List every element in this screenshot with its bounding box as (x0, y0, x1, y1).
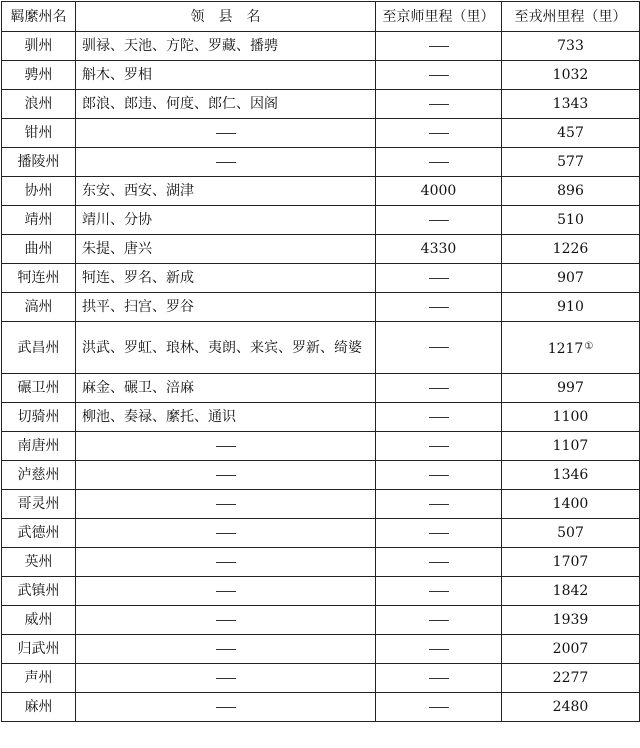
prefecture-name-cell (2, 432, 76, 461)
counties-cell (76, 32, 376, 61)
counties-cell (76, 664, 376, 693)
prefecture-name-cell (2, 177, 76, 206)
distance-to-capital-cell-text: 4330 (420, 241, 457, 257)
prefecture-name-cell (2, 519, 76, 548)
counties-cell-text: 麻金、碾卫、涪麻 (82, 380, 194, 396)
distance-to-rongzhou-cell (502, 119, 640, 148)
counties-cell (76, 606, 376, 635)
distance-to-capital-cell (376, 693, 502, 722)
prefecture-name-cell-text: 武德州 (17, 525, 60, 541)
distance-to-rongzhou-cell-text: 2007 (552, 641, 589, 657)
prefecture-name-cell (2, 577, 76, 606)
table-row (2, 693, 640, 722)
counties-cell-text: 拱平、扫宫、罗谷 (82, 299, 194, 315)
prefecture-name-cell (2, 693, 76, 722)
prefecture-name-cell (2, 90, 76, 119)
empty-dash (216, 446, 236, 447)
prefecture-name-cell-text: 声州 (24, 670, 53, 686)
prefecture-name-cell-text: 泸慈州 (17, 467, 60, 483)
counties-cell (76, 635, 376, 664)
counties-cell (76, 374, 376, 403)
counties-cell (76, 264, 376, 293)
prefecture-name-cell-text: 靖州 (24, 212, 53, 228)
empty-dash (216, 562, 236, 563)
distance-to-capital-cell (376, 90, 502, 119)
prefecture-name-cell (2, 148, 76, 177)
prefecture-name-cell (2, 461, 76, 490)
prefecture-name-cell-text: 麻州 (24, 699, 53, 715)
empty-dash (429, 162, 449, 163)
prefecture-name-cell (2, 293, 76, 322)
header-prefecture-name: 羁縻州名 (2, 2, 76, 32)
distance-to-rongzhou-cell (502, 693, 640, 722)
distance-to-capital-cell (376, 177, 502, 206)
prefecture-name-cell (2, 635, 76, 664)
table-row (2, 177, 640, 206)
empty-dash (216, 591, 236, 592)
distance-to-rongzhou-cell-text: 1107 (552, 438, 589, 454)
empty-dash (216, 162, 236, 163)
distance-to-rongzhou-cell (502, 177, 640, 206)
counties-cell (76, 403, 376, 432)
table-row (2, 577, 640, 606)
distance-to-capital-cell (376, 148, 502, 177)
prefecture-name-cell-text: 牱连州 (17, 270, 60, 286)
empty-dash (216, 504, 236, 505)
table-row (2, 519, 640, 548)
distance-to-capital-cell (376, 577, 502, 606)
prefecture-name-cell-text: 骋州 (24, 67, 53, 83)
distance-to-rongzhou-cell-text: 2277 (552, 670, 589, 686)
prefecture-name-cell-text: 哥灵州 (17, 496, 60, 512)
prefecture-name-cell-text: 英州 (24, 554, 53, 570)
prefecture-name-cell (2, 264, 76, 293)
empty-dash (216, 649, 236, 650)
empty-dash (429, 133, 449, 134)
counties-cell (76, 432, 376, 461)
distance-to-capital-cell (376, 403, 502, 432)
prefecture-name-cell (2, 235, 76, 264)
prefecture-name-cell-text: 驯州 (24, 38, 53, 54)
table-row (2, 206, 640, 235)
prefecture-name-cell (2, 119, 76, 148)
header-row (2, 2, 640, 32)
distance-to-capital-cell (376, 461, 502, 490)
distance-to-capital-cell (376, 548, 502, 577)
counties-cell (76, 206, 376, 235)
prefecture-name-cell (2, 206, 76, 235)
prefecture-name-cell (2, 664, 76, 693)
distance-to-rongzhou-cell-text: 1226 (552, 241, 589, 257)
prefecture-name-cell-text: 归武州 (17, 641, 60, 657)
distance-to-rongzhou-cell-text: 1939 (552, 612, 589, 628)
empty-dash (429, 533, 449, 534)
prefecture-name-cell-text: 钳州 (24, 125, 53, 141)
header-distance-to-rongzhou: 至戎州里程（里） (502, 2, 640, 32)
counties-cell (76, 693, 376, 722)
counties-cell-text: 洪武、罗虹、琅林、夷朗、来宾、罗新、绮婆 (82, 339, 362, 356)
distance-to-capital-cell (376, 635, 502, 664)
table-row (2, 490, 640, 519)
counties-cell (76, 61, 376, 90)
empty-dash (216, 475, 236, 476)
distance-to-capital-cell (376, 293, 502, 322)
distance-to-rongzhou-cell-text: 2480 (552, 699, 589, 715)
empty-dash (429, 220, 449, 221)
empty-dash (429, 75, 449, 76)
table-row (2, 548, 640, 577)
table-row (2, 403, 640, 432)
empty-dash (429, 620, 449, 621)
distance-to-rongzhou-cell-text: 1346 (552, 467, 589, 483)
table-row (2, 235, 640, 264)
distance-to-rongzhou-cell-text: 733 (557, 38, 584, 54)
empty-dash (216, 620, 236, 621)
counties-cell-text: 牱连、罗名、新成 (82, 270, 194, 286)
distance-to-rongzhou-cell (502, 606, 640, 635)
distance-to-rongzhou-cell-text: 1343 (552, 96, 589, 112)
prefecture-name-cell (2, 322, 76, 374)
distance-to-capital-cell (376, 119, 502, 148)
empty-dash (429, 46, 449, 47)
distance-to-rongzhou-cell-text: 457 (557, 125, 584, 141)
distance-to-rongzhou-cell-text: 997 (557, 380, 584, 396)
distance-to-capital-cell (376, 322, 502, 374)
table-body (2, 32, 640, 722)
prefecture-name-cell (2, 374, 76, 403)
counties-cell-text: 东安、西安、湖津 (82, 183, 194, 199)
distance-to-rongzhou-cell-text: 1842 (552, 583, 589, 599)
distance-to-rongzhou-cell-text: 507 (557, 525, 584, 541)
distance-to-rongzhou-cell (502, 490, 640, 519)
distance-to-rongzhou-cell (502, 635, 640, 664)
counties-cell (76, 177, 376, 206)
distance-to-capital-cell (376, 432, 502, 461)
distance-to-rongzhou-cell-text: 907 (557, 270, 584, 286)
empty-dash (429, 307, 449, 308)
empty-dash (429, 649, 449, 650)
distance-to-capital-cell (376, 664, 502, 693)
distance-to-capital-cell (376, 264, 502, 293)
counties-cell-text: 柳池、奏禄、縻托、通识 (82, 409, 236, 425)
distance-to-rongzhou-cell-text: 910 (557, 299, 584, 315)
prefecture-name-cell-text: 武昌州 (17, 339, 60, 356)
table-row (2, 293, 640, 322)
prefecture-name-cell (2, 548, 76, 577)
table-row (2, 90, 640, 119)
jimi-prefecture-table (1, 1, 640, 722)
distance-to-rongzhou-cell-text: 1217 (547, 340, 584, 357)
table-row (2, 606, 640, 635)
distance-to-rongzhou-cell-text: 1100 (552, 409, 589, 425)
distance-to-rongzhou-cell (502, 61, 640, 90)
distance-to-rongzhou-cell (502, 235, 640, 264)
prefecture-name-cell (2, 61, 76, 90)
prefecture-name-cell (2, 606, 76, 635)
counties-cell (76, 235, 376, 264)
distance-to-rongzhou-cell (502, 206, 640, 235)
distance-to-rongzhou-cell-text: 510 (557, 212, 584, 228)
prefecture-name-cell (2, 32, 76, 61)
empty-dash (429, 678, 449, 679)
empty-dash (429, 591, 449, 592)
empty-dash (216, 533, 236, 534)
counties-cell (76, 461, 376, 490)
counties-cell (76, 293, 376, 322)
prefecture-name-cell-text: 浪州 (24, 96, 53, 112)
prefecture-name-cell-text: 滈州 (24, 299, 53, 315)
header-distance-to-capital: 至京师里程（里） (376, 2, 502, 32)
empty-dash (429, 562, 449, 563)
prefecture-name-cell (2, 490, 76, 519)
distance-to-rongzhou-cell (502, 461, 640, 490)
table-row (2, 148, 640, 177)
empty-dash (429, 104, 449, 105)
empty-dash (216, 133, 236, 134)
header-counties: 领 县 名 (76, 2, 376, 32)
distance-to-capital-cell (376, 235, 502, 264)
counties-cell-text: 斛木、罗相 (82, 67, 152, 83)
empty-dash (429, 475, 449, 476)
distance-to-capital-cell-text: 4000 (420, 183, 457, 199)
table-row (2, 119, 640, 148)
distance-to-capital-cell (376, 374, 502, 403)
footnote-marker: ① (584, 340, 594, 352)
table-header (2, 2, 640, 32)
prefecture-name-cell-text: 碾卫州 (17, 380, 60, 396)
prefecture-name-cell-text: 南唐州 (17, 438, 60, 454)
distance-to-capital-cell (376, 519, 502, 548)
counties-cell (76, 519, 376, 548)
distance-to-rongzhou-cell-text: 1032 (552, 67, 589, 83)
counties-cell-text: 朱提、唐兴 (82, 241, 152, 257)
distance-to-rongzhou-cell (502, 548, 640, 577)
distance-to-rongzhou-cell (502, 432, 640, 461)
distance-to-capital-cell (376, 32, 502, 61)
distance-to-rongzhou-cell (502, 264, 640, 293)
distance-to-rongzhou-cell-text: 1707 (552, 554, 589, 570)
distance-to-rongzhou-cell (502, 519, 640, 548)
prefecture-name-cell-text: 曲州 (24, 241, 53, 257)
distance-to-rongzhou-cell (502, 403, 640, 432)
distance-to-rongzhou-cell (502, 32, 640, 61)
distance-to-rongzhou-cell-text: 896 (557, 183, 584, 199)
empty-dash (429, 347, 449, 348)
table-row (2, 461, 640, 490)
empty-dash (429, 278, 449, 279)
table-row (2, 61, 640, 90)
table-row (2, 635, 640, 664)
table-row (2, 374, 640, 403)
empty-dash (429, 504, 449, 505)
prefecture-name-cell (2, 403, 76, 432)
distance-to-rongzhou-cell (502, 322, 640, 374)
prefecture-name-cell-text: 威州 (24, 612, 53, 628)
distance-to-rongzhou-cell (502, 148, 640, 177)
distance-to-rongzhou-cell (502, 90, 640, 119)
counties-cell-text: 郎浪、郎违、何度、郎仁、因阁 (82, 96, 278, 112)
distance-to-rongzhou-cell-text: 1400 (552, 496, 589, 512)
prefecture-name-cell-text: 武镇州 (17, 583, 60, 599)
distance-to-capital-cell (376, 490, 502, 519)
prefecture-name-cell-text: 播陵州 (17, 154, 60, 170)
empty-dash (429, 446, 449, 447)
empty-dash (216, 678, 236, 679)
distance-to-rongzhou-cell (502, 577, 640, 606)
prefecture-name-cell-text: 协州 (24, 183, 53, 199)
distance-to-rongzhou-cell (502, 664, 640, 693)
counties-cell-text: 驯禄、天池、方陀、罗藏、播骋 (82, 38, 278, 54)
counties-cell (76, 548, 376, 577)
distance-to-capital-cell (376, 606, 502, 635)
table-row (2, 32, 640, 61)
counties-cell (76, 322, 376, 374)
table-row (2, 264, 640, 293)
distance-to-rongzhou-cell (502, 374, 640, 403)
counties-cell-text: 靖川、分协 (82, 212, 152, 228)
empty-dash (429, 707, 449, 708)
table-row (2, 322, 640, 374)
distance-to-rongzhou-cell-text: 577 (557, 154, 584, 170)
distance-to-capital-cell (376, 61, 502, 90)
distance-to-capital-cell (376, 206, 502, 235)
distance-to-rongzhou-cell (502, 293, 640, 322)
prefecture-name-cell-text: 切骑州 (17, 409, 60, 425)
counties-cell (76, 119, 376, 148)
empty-dash (216, 707, 236, 708)
table-row (2, 432, 640, 461)
empty-dash (429, 417, 449, 418)
counties-cell (76, 90, 376, 119)
counties-cell (76, 148, 376, 177)
empty-dash (429, 388, 449, 389)
counties-cell (76, 577, 376, 606)
table-row (2, 664, 640, 693)
counties-cell (76, 490, 376, 519)
